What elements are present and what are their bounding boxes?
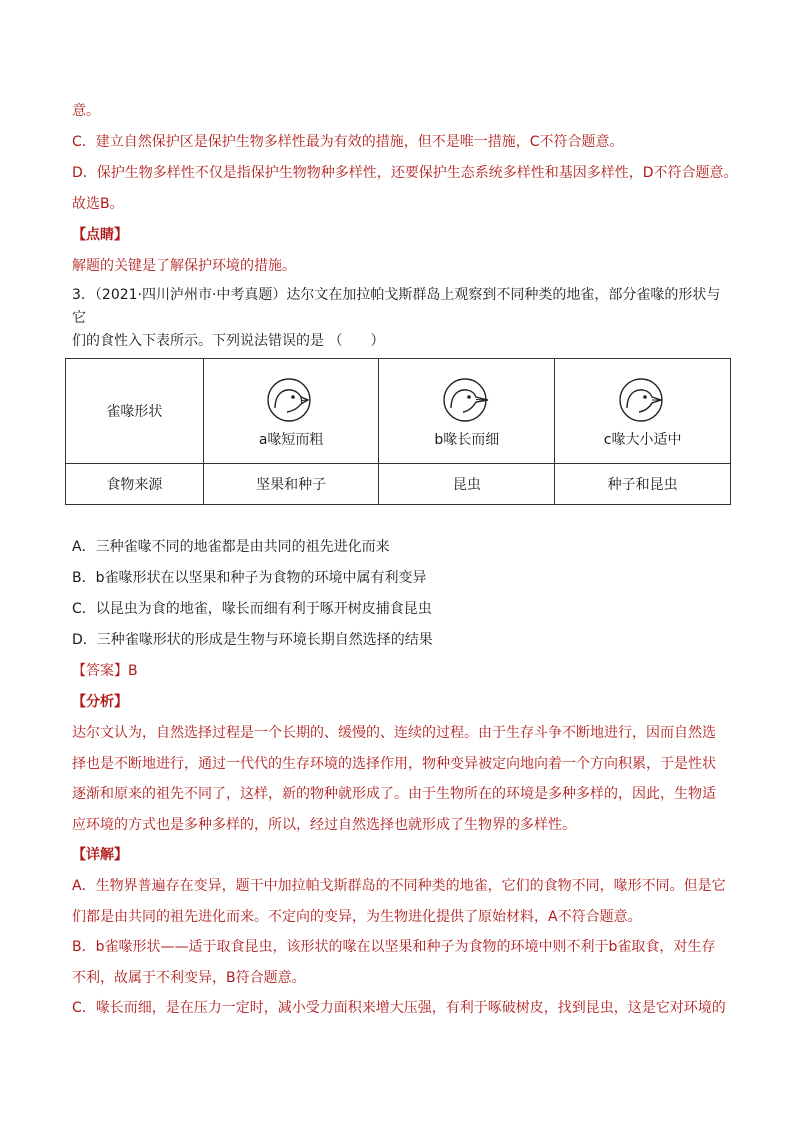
text-line: C．建立自然保护区是保护生物多样性最为有效的措施，但不是唯一措施，C不符合题意。 (72, 134, 624, 150)
text-line: 逐渐和原来的祖先不同了，这样，新的物种就形成了。由于生物所在的环境是多种多样的，因此，生物适 (72, 786, 716, 802)
beak-caption: c喙大小适中 (603, 432, 682, 448)
beak-food-table (65, 358, 731, 505)
point-heading: 【点睛】 (72, 227, 128, 243)
detail-text (72, 871, 732, 1024)
text-line: C．喙长而细，是在压力一定时，减小受力面积来增大压强，有利于啄破树皮，找到昆虫，这是它对环境的 (72, 1000, 726, 1016)
text-line: 择也是不断地进行，通过一代代的生存环境的选择作用，物种变异被定向地向着一个方向积累，于是性状 (72, 755, 716, 772)
analysis-heading: 【分析】 (72, 694, 128, 710)
table-cell: 坚果和种子 (203, 464, 379, 505)
bird-head-long-thin-beak-icon (442, 377, 492, 423)
beak-caption: b喙长而细 (434, 432, 500, 448)
table-cell: 昆虫 (379, 464, 555, 505)
table-header-cell: 雀喙形状 (66, 359, 204, 464)
table-row (66, 464, 731, 505)
text-line: D．保护生物多样性不仅是指保护生物物种多样性，还要保护生态系统多样性和基因多样性，D不符合题意。 (72, 165, 738, 181)
text-line: 意。 (72, 103, 100, 119)
text-line: 故选B。 (72, 196, 124, 212)
text-line: 不利，故属于不利变异，B符合题意。 (72, 969, 306, 986)
table-header-cell: 食物来源 (66, 464, 204, 505)
table-cell (379, 359, 555, 464)
table-row (66, 359, 731, 464)
question-line: 3．（2021·四川泸州市·中考真题）达尔文在加拉帕戈斯群岛上观察到不同种类的地雀，部分雀喙的形状与它 (72, 287, 721, 326)
analysis-text (72, 718, 732, 840)
table-cell (203, 359, 379, 464)
option-d: D．三种雀喙形状的形成是生物与环境长期自然选择的结果 (72, 632, 433, 648)
text-line: 达尔文认为，自然选择过程是一个长期的、缓慢的、连续的过程。由于生存斗争不断地进行，因而自然选 (72, 725, 716, 741)
answer-options (72, 532, 732, 656)
option-c: C．以昆虫为食的地雀，喙长而细有利于啄开树皮捕食昆虫 (72, 601, 432, 617)
text-line: B．b雀喙形状——适于取食昆虫，该形状的喙在以坚果和种子为食物的环境中则不利于b雀取食，对生存 (72, 939, 716, 955)
question-stem (72, 284, 732, 353)
document-page (72, 96, 738, 1024)
option-b: B．b雀喙形状在以坚果和种子为食物的环境中属有利变异 (72, 570, 427, 586)
text-line: 们都是由共同的祖先进化而来。不定向的变异，为生物进化提供了原始材料，A不符合题意。 (72, 908, 642, 925)
table-cell (555, 359, 731, 464)
bird-head-medium-beak-icon (618, 377, 668, 423)
previous-solution-tail (72, 96, 738, 282)
option-a: A．三种雀喙不同的地雀都是由共同的祖先进化而来 (72, 539, 390, 555)
table-cell: 种子和昆虫 (555, 464, 731, 505)
answer-line: 【答案】B (72, 663, 138, 679)
point-text: 解题的关键是了解保护环境的措施。 (72, 258, 296, 274)
bird-head-short-thick-beak-icon (266, 377, 316, 423)
detail-heading: 【详解】 (72, 847, 128, 863)
question-line: 们的食性入下表所示。下列说法错误的是 （ ） (72, 333, 385, 349)
beak-caption: a喙短而粗 (258, 432, 324, 448)
text-line: 应环境的方式也是多种多样的，所以，经过自然选择也就形成了生物界的多样性。 (72, 816, 576, 833)
solution (72, 656, 732, 1024)
text-line: A．生物界普遍存在变异，题干中加拉帕戈斯群岛的不同种类的地雀，它们的食物不同，喙形不同。但是它 (72, 878, 726, 894)
